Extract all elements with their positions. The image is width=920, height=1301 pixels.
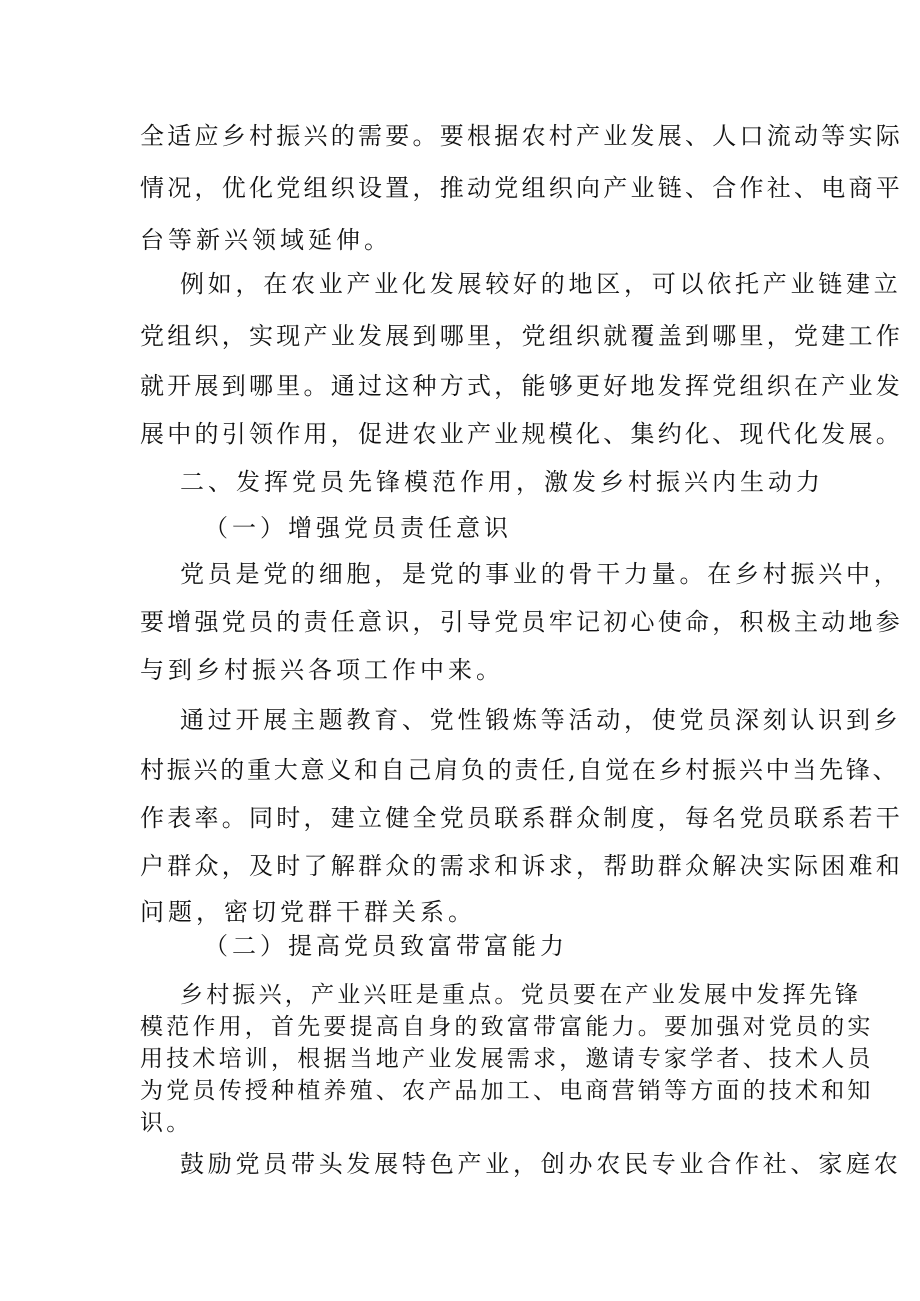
text-line: 展中的引领作用，促进农业产业规模化、集约化、现代化发展。 <box>140 420 903 448</box>
text-line: 就开展到哪里。通过这种方式，能够更好地发挥党组织在产业发 <box>140 372 903 400</box>
text-line: 与到乡村振兴各项工作中来。 <box>140 656 504 684</box>
text-line: 党组织，实现产业发展到哪里，党组织就覆盖到哪里，党建工作 <box>140 322 903 350</box>
text-line: 乡村振兴，产业兴旺是重点。党员要在产业发展中发挥先锋 <box>180 982 862 1008</box>
text-line: 党员是党的细胞，是党的事业的骨干力量。在乡村振兴中， <box>180 560 902 588</box>
text-line: 村振兴的重大意义和自己肩负的责任,自觉在乡村振兴中当先锋、 <box>140 756 900 784</box>
text-line: 全适应乡村振兴的需要。要根据农村产业发展、人口流动等实际 <box>140 122 903 150</box>
text-line: 模范作用，首先要提高自身的致富带富能力。要加强对党员的实 <box>140 1014 874 1040</box>
text-line: 作表率。同时，建立健全党员联系群众制度，每名党员联系若干 <box>140 804 903 832</box>
text-line: 户群众，及时了解群众的需求和诉求，帮助群众解决实际困难和 <box>140 852 903 880</box>
text-line: 要增强党员的责任意识，引导党员牢记初心使命，积极主动地参 <box>140 608 903 636</box>
text-line: 为党员传授种植养殖、农产品加工、电商营销等方面的技术和知 <box>140 1078 874 1104</box>
text-line: 问题，密切党群干群关系。 <box>140 898 476 926</box>
section-heading: 二、发挥党员先锋模范作用，激发乡村振兴内生动力 <box>180 468 824 496</box>
text-line: 情况，优化党组织设置，推动党组织向产业链、合作社、电商平 <box>140 174 903 202</box>
text-line: 台等新兴领域延伸。 <box>140 226 392 254</box>
sub-heading: （二）提高党员致富带富能力 <box>204 932 568 960</box>
text-line: 识。 <box>140 1110 193 1136</box>
text-line: 鼓励党员带头发展特色产业，创办农民专业合作社、家庭农 <box>180 1150 902 1178</box>
text-line: 例如，在农业产业化发展较好的地区，可以依托产业链建立 <box>180 270 902 298</box>
text-line: 通过开展主题教育、党性锻炼等活动，使党员深刻认识到乡 <box>180 706 902 734</box>
sub-heading: （一）增强党员责任意识 <box>204 514 512 542</box>
text-line: 用技术培训，根据当地产业发展需求，邀请专家学者、技术人员 <box>140 1046 874 1072</box>
